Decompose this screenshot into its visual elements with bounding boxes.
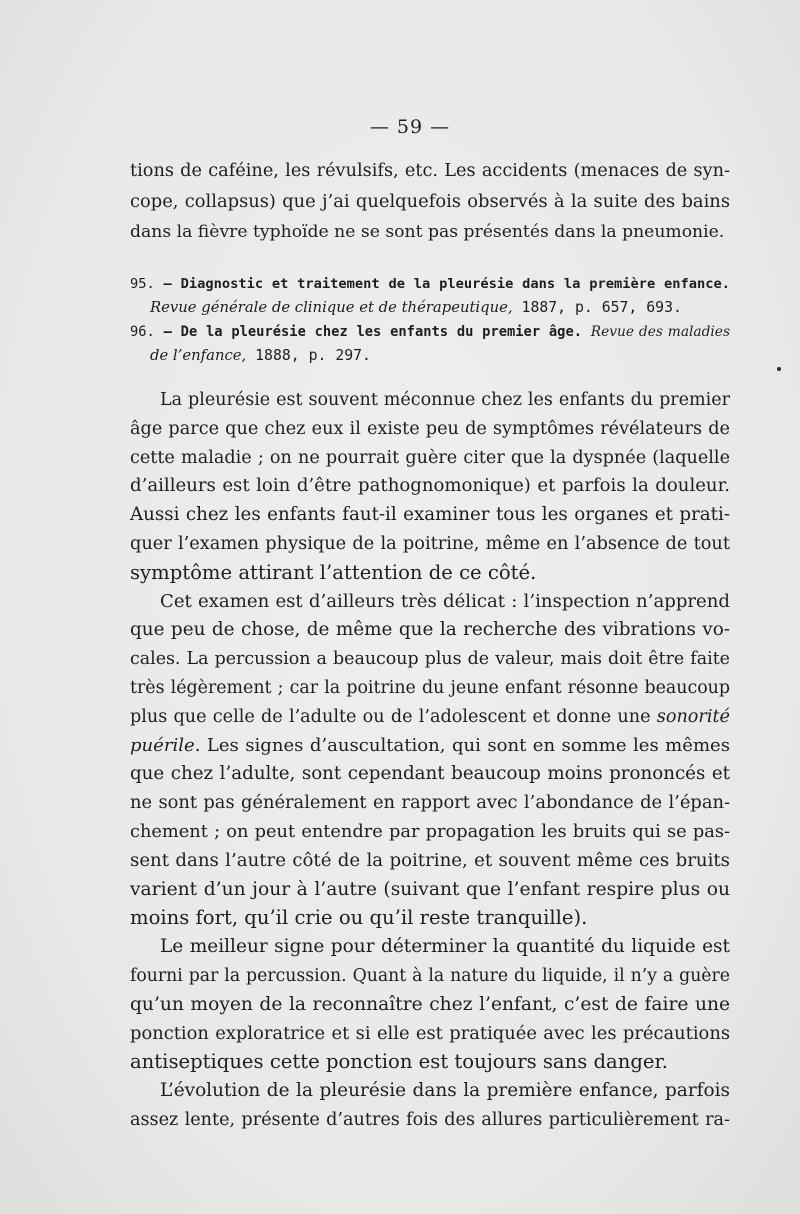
text-line: L’évolution de la pleurésie dans la première enfance, parfois [160, 1080, 730, 1102]
reference-source-details: 1887, p. 657, 693. [512, 299, 682, 316]
text-line: La pleurésie est souvent méconnue chez les enfants du premier [160, 390, 730, 410]
reference-number: 96. [130, 324, 155, 340]
page-number: — 59 — [369, 116, 451, 138]
text-line [130, 732, 730, 761]
text-line: cales. La percussion a beaucoup plus de valeur, mais doit être faite [130, 649, 730, 670]
text-line: âge parce que chez eux il existe peu de symptômes révélateurs de [130, 418, 730, 439]
text-line: que chez l’adulte, sont cependant beaucoup moins prononcés et [130, 763, 730, 785]
text-line: dans la fièvre typhoïde ne se sont pas présentés dans la pneumonie. [130, 222, 725, 242]
text-line: d’ailleurs est loin d’être pathognomonique) et parfois la douleur. [130, 475, 730, 497]
intro-paragraph [130, 156, 730, 248]
reference-number: 95. [130, 276, 155, 292]
text-line: que peu de chose, de même que la recherche des vibrations vo- [130, 619, 730, 641]
reference-96-source [130, 344, 730, 368]
text-line [130, 703, 730, 732]
text-line: fourni par la percussion. Quant à la nature du liquide, il n’y a guère [130, 965, 730, 986]
italic-term: puérile. [130, 734, 201, 756]
text-line: moins fort, qu’il crie ou qu’il reste tranquille). [130, 906, 588, 930]
text-line: cette maladie ; on ne pourrait guère citer que la dyspnée (laquelle [130, 447, 730, 468]
text-line: tions de caféine, les révulsifs, etc. Les accidents (menaces de syn- [130, 161, 730, 181]
text-line: Le meilleur signe pour déterminer la quantité du liquide est [160, 936, 730, 958]
paragraph-4 [130, 1077, 730, 1135]
text-line: quer l’examen physique de la poitrine, même en l’absence de tout [130, 533, 730, 554]
paragraph-1 [130, 386, 730, 588]
text-fragment: Les signes d’auscultation, qui sont en somme les mêmes [200, 734, 730, 756]
reference-95-source [130, 296, 730, 320]
text-line: très légèrement ; car la poitrine du jeune enfant résonne beaucoup [130, 677, 730, 698]
text-fragment: plus que celle de l’adulte ou de l’adolescent et donne une [130, 706, 651, 727]
reference-source-italic: Revue des maladies [590, 324, 731, 340]
reference-source-details: 1888, p. 297. [246, 347, 371, 364]
references-list [130, 272, 730, 368]
text-line: ponction exploratrice et si elle est pratiquée avec les précautions [130, 1022, 730, 1044]
italic-term: sonorité [656, 706, 730, 727]
ink-speck [777, 367, 781, 371]
reference-96 [130, 320, 730, 344]
text-line: Cet examen est d’ailleurs très délicat : l’inspection n’apprend [160, 590, 730, 612]
reference-title: — De la pleurésie chez les enfants du premier âge. [163, 324, 583, 340]
text-line: antiseptiques cette ponction est toujours sans danger. [130, 1050, 668, 1074]
text-line: ne sont pas généralement en rapport avec l’abondance de l’épan- [130, 792, 730, 814]
text-line: varient d’un jour à l’autre (suivant que l’enfant respire plus ou [130, 878, 730, 900]
reference-95 [130, 272, 730, 296]
reference-title: — Diagnostic et traitement de la pleurésie dans la première enfance. [163, 276, 731, 292]
text-line: cope, collapsus) que j’ai quelquefois observés à la suite des bains [130, 190, 730, 212]
text-line: sent dans l’autre côté de la poitrine, et souvent même ces bruits [130, 849, 730, 871]
main-text [130, 386, 730, 1135]
paragraph-2 [130, 588, 730, 934]
reference-source-italic: Revue générale de clinique et de thérapeutique, [150, 299, 513, 316]
paragraph-3 [130, 933, 730, 1077]
text-line: assez lente, présente d’autres fois des allures particulièrement ra- [130, 1109, 730, 1130]
text-line: qu’un moyen de la reconnaître chez l’enfant, c’est de faire une [130, 993, 730, 1015]
reference-source-italic: de l’enfance, [150, 347, 247, 364]
text-line: symptôme attirant l’attention de ce côté. [130, 560, 537, 584]
text-line: Aussi chez les enfants faut-il examiner tous les organes et prati- [130, 504, 730, 526]
text-line: chement ; on peut entendre par propagation les bruits qui se pas- [130, 821, 730, 842]
